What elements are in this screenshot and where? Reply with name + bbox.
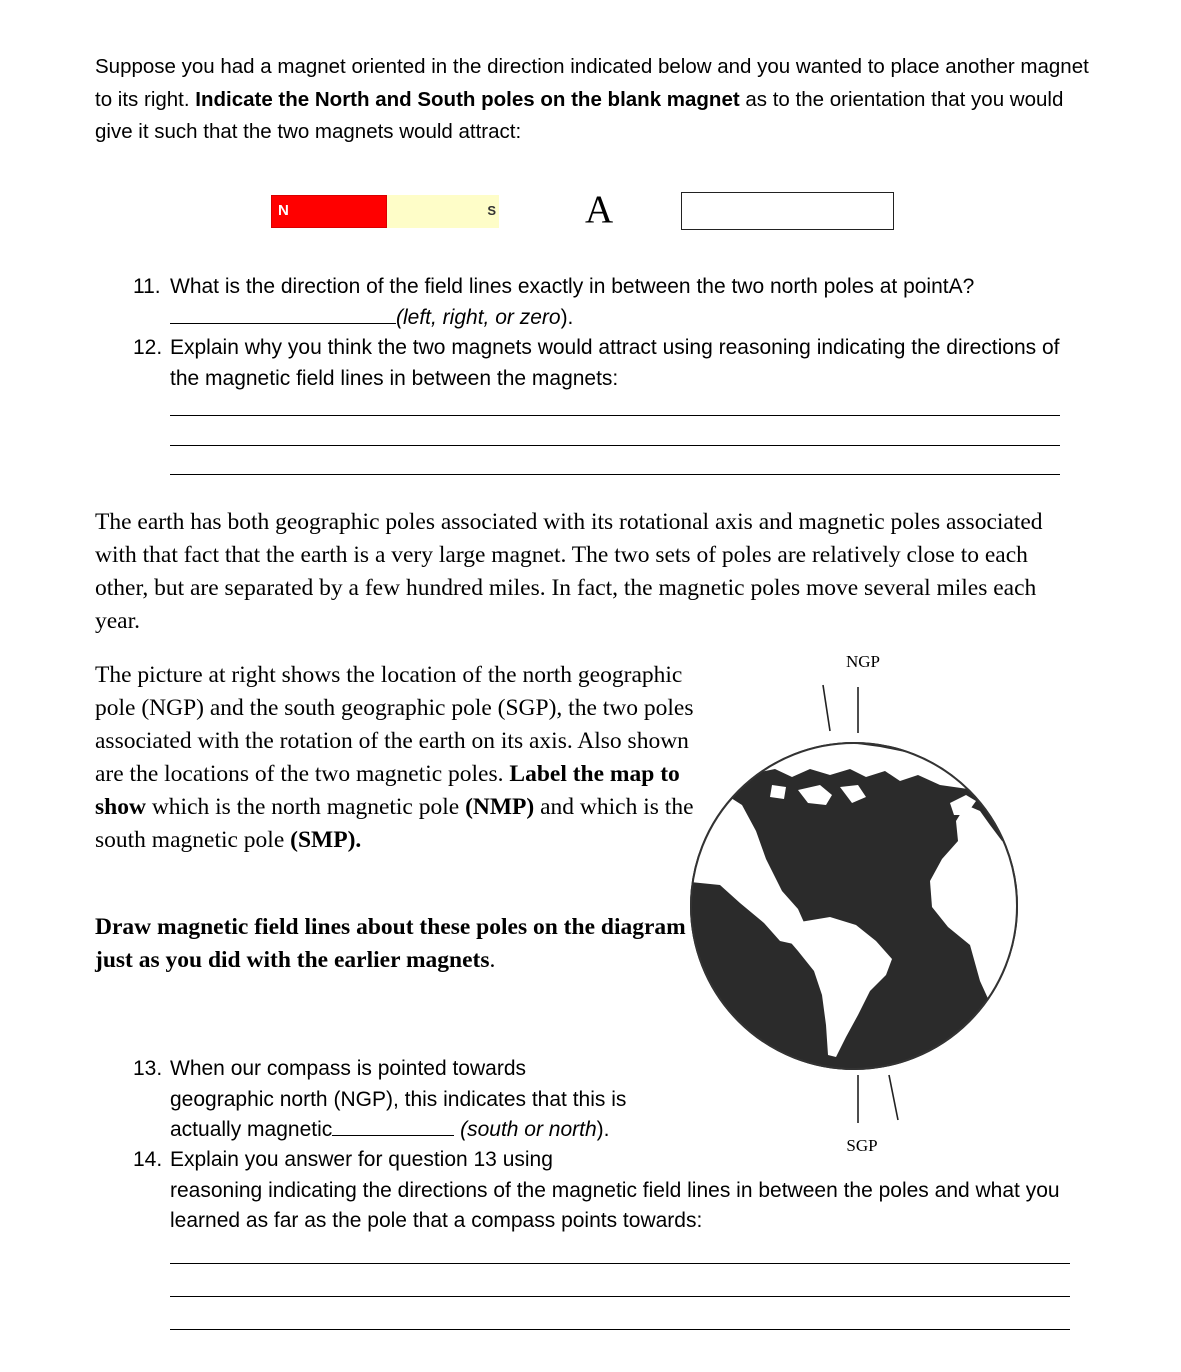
magnet-north-half — [271, 195, 387, 228]
question-13-number: 13. — [133, 1057, 163, 1080]
question-14-answer-line[interactable] — [170, 1296, 1070, 1297]
magnetic-north-pole-line — [823, 685, 830, 731]
intro-text-2: as to the orientation that you would give it such that the two magnets would attract: — [95, 87, 1064, 143]
question-14 — [133, 1145, 1093, 1237]
question-13-answer-blank[interactable] — [332, 1115, 454, 1136]
question-11-hint: (left, right, or zero — [396, 305, 561, 329]
earth-poles-paragraph: The earth has both geographic poles associated with its rotational axis and magnetic poles associated with that fact that the earth is a very large magnet. The two sets of poles are relatively close to each other, but are separated by a few hundred miles. In fact, the magnetic poles move several miles each year. — [95, 509, 1043, 634]
question-13-line-1: When our compass is pointed towards — [170, 1057, 527, 1080]
ngp-label: NGP — [845, 652, 881, 671]
question-14-text: reasoning indicating the directions of the magnetic field lines in between the poles and what you learned as far as the pole that a compass points towards: — [170, 1178, 1060, 1232]
intro-bold-instruction: Indicate the North and South poles on the blank magnet — [195, 87, 740, 111]
blank-magnet-box[interactable] — [681, 192, 894, 230]
question-11-text: What is the direction of the field lines exactly in between the two north poles at pointA? — [170, 275, 975, 298]
question-11-answer-blank[interactable] — [170, 303, 396, 324]
picture-text-3: and which is the south magnetic pole — [95, 794, 694, 853]
question-13-hint: (south or north — [460, 1118, 597, 1141]
question-12-text: Explain why you think the two magnets would attract using reasoning indicating the directions of the magnetic field lines in between the magnets: — [170, 336, 1060, 390]
globe-body — [680, 725, 1030, 1085]
picture-paragraph — [95, 659, 695, 857]
question-12 — [133, 333, 1093, 394]
picture-text-2: which is the north magnetic pole — [151, 794, 460, 820]
bar-magnet — [271, 195, 499, 228]
point-a-label: A — [585, 188, 614, 231]
question-14-answer-line[interactable] — [170, 1263, 1070, 1264]
question-11-number: 11. — [133, 275, 161, 298]
intro-paragraph — [95, 51, 1095, 149]
question-12-answer-line[interactable] — [170, 474, 1060, 475]
picture-bold-3: (SMP). — [290, 827, 362, 853]
magnet-north-label: N — [278, 202, 289, 219]
question-14-number: 14. — [133, 1148, 163, 1171]
question-14-line-1: Explain you answer for question 13 using — [170, 1148, 553, 1171]
picture-bold-1: Label the map to show — [95, 761, 680, 820]
question-11 — [133, 272, 1093, 333]
question-13-line-2: geographic north (NGP), this indicates that this is — [170, 1087, 627, 1111]
question-12-answer-line[interactable] — [170, 415, 1060, 416]
intro-text-1: Suppose you had a magnet oriented in the direction indicated below and you wanted to place another magnet to its right. — [95, 55, 1089, 111]
question-13 — [133, 1054, 1093, 1146]
magnet-south-half — [387, 195, 499, 228]
question-12-answer-line[interactable] — [170, 445, 1060, 446]
picture-bold-2: (NMP) — [465, 794, 535, 820]
question-14-answer-line[interactable] — [170, 1329, 1070, 1330]
draw-instruction — [95, 911, 695, 977]
magnet-south-label: S — [487, 203, 496, 218]
draw-instruction-end: . — [489, 947, 496, 973]
question-12-number: 12. — [133, 336, 163, 359]
draw-instruction-bold: Draw magnetic field lines about these poles on the diagram just as you did with the earlier magnets — [95, 914, 686, 973]
question-13-hint-end: ). — [596, 1118, 610, 1141]
picture-text-1: The picture at right shows the location of the north geographic pole (NGP) and the south geographic pole (SGP), the two poles associated with the rotation of the earth on its axis. Also shown are the locations of the two magnetic poles. — [95, 662, 694, 787]
question-11-hint-end: ). — [560, 305, 574, 329]
sgp-label: SGP — [846, 1136, 878, 1155]
question-13-line-3: actually magnetic — [170, 1118, 333, 1141]
